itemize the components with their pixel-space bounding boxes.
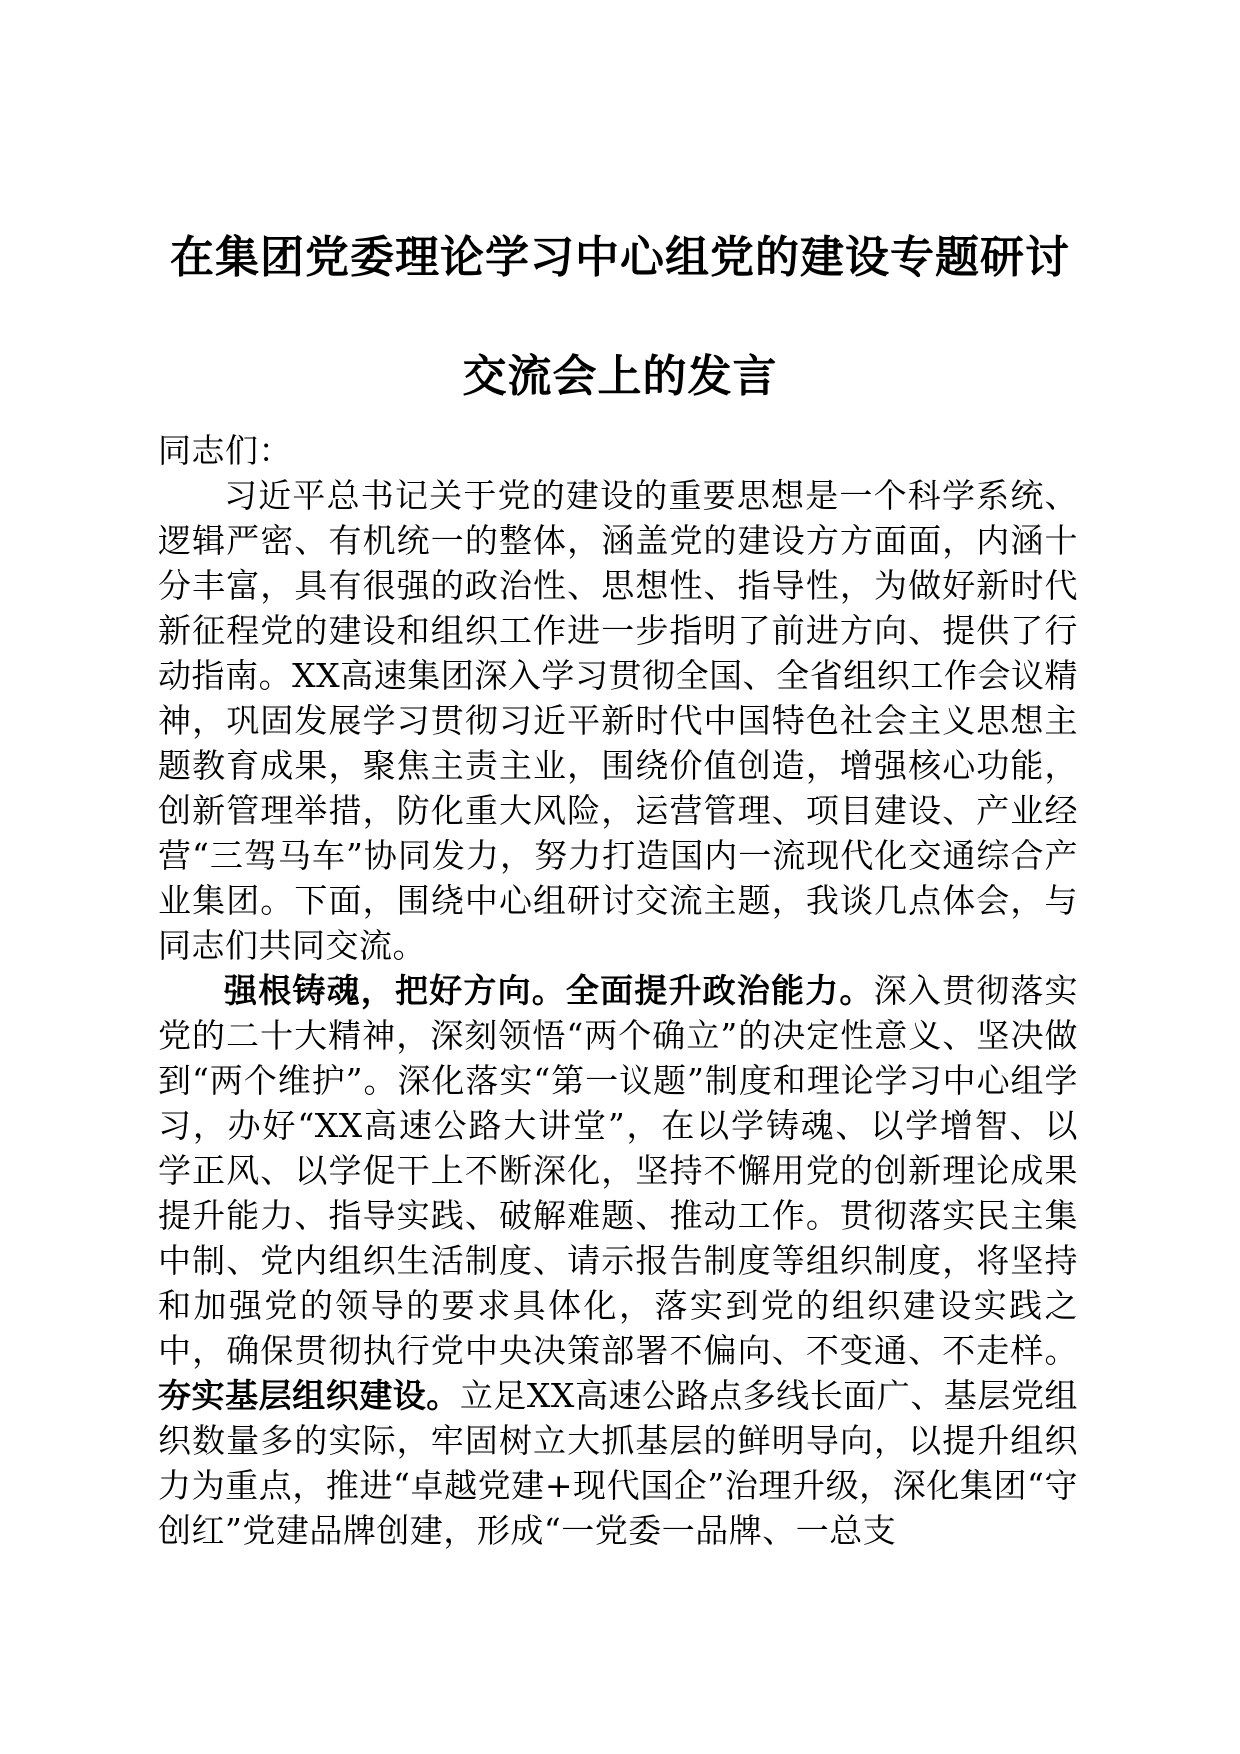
section-text-continued: 立足XX高速公路点多线长面广、基层党组织数量多的实际，牢固树立大抓基层的鲜明导向，以提升组织力为重点，推进“卓越党建+现代国企”治理升级，深化集团“守创红”党建品牌创建，形成“一党委一品牌、一总支 [158,1376,1078,1550]
paragraph-political-capacity [158,968,1078,1553]
salutation: 同志们： [158,431,292,470]
section-heading: 强根铸魂，把好方向。全面提升政治能力。 [224,971,874,1010]
document-body [158,428,1078,1553]
document-title-line-2: 交流会上的发言 [462,351,778,402]
paragraph-intro: 习近平总书记关于党的建设的重要思想是一个科学系统、逻辑严密、有机统一的整体，涵盖党的建设方方面面，内涵十分丰富，具有很强的政治性、思想性、指导性，为做好新时代新征程党的建设和组织工作进一步指明了前进方向、提供了行动指南。XX高速集团深入学习贯彻全国、全省组织工作会议精神，巩固发展学习贯彻习近平新时代中国特色社会主义思想主题教育成果，聚焦主责主业，围绕价值创造，增强核心功能，创新管理举措，防化重大风险，运营管理、项目建设、产业经营“三驾马车”协同发力，努力打造国内一流现代化交通综合产业集团。下面，围绕中心组研讨交流主题，我谈几点体会，与同志们共同交流。 [158,476,1078,965]
section-subheading: 夯实基层组织建设。 [158,1376,460,1415]
document-title-line-1: 在集团党委理论学习中心组党的建设专题研讨 [170,232,1070,283]
section-text: 深入贯彻落实党的二十大精神，深刻领悟“两个确立”的决定性意义、坚决做到“两个维护”。深化落实“第一议题”制度和理论学习中心组学习，办好“XX高速公路大讲堂”，在以学铸魂、以学增智、以学正风、以学促干上不断深化，坚持不懈用党的创新理论成果提升能力、指导实践、破解难题、推动工作。贯彻落实民主集中制、党内组织生活制度、请示报告制度等组织制度，将坚持和加强党的领导的要求具体化，落实到党的组织建设实践之中，确保贯彻执行党中央决策部署不偏向、不变通、不走样。 [158,971,1078,1370]
